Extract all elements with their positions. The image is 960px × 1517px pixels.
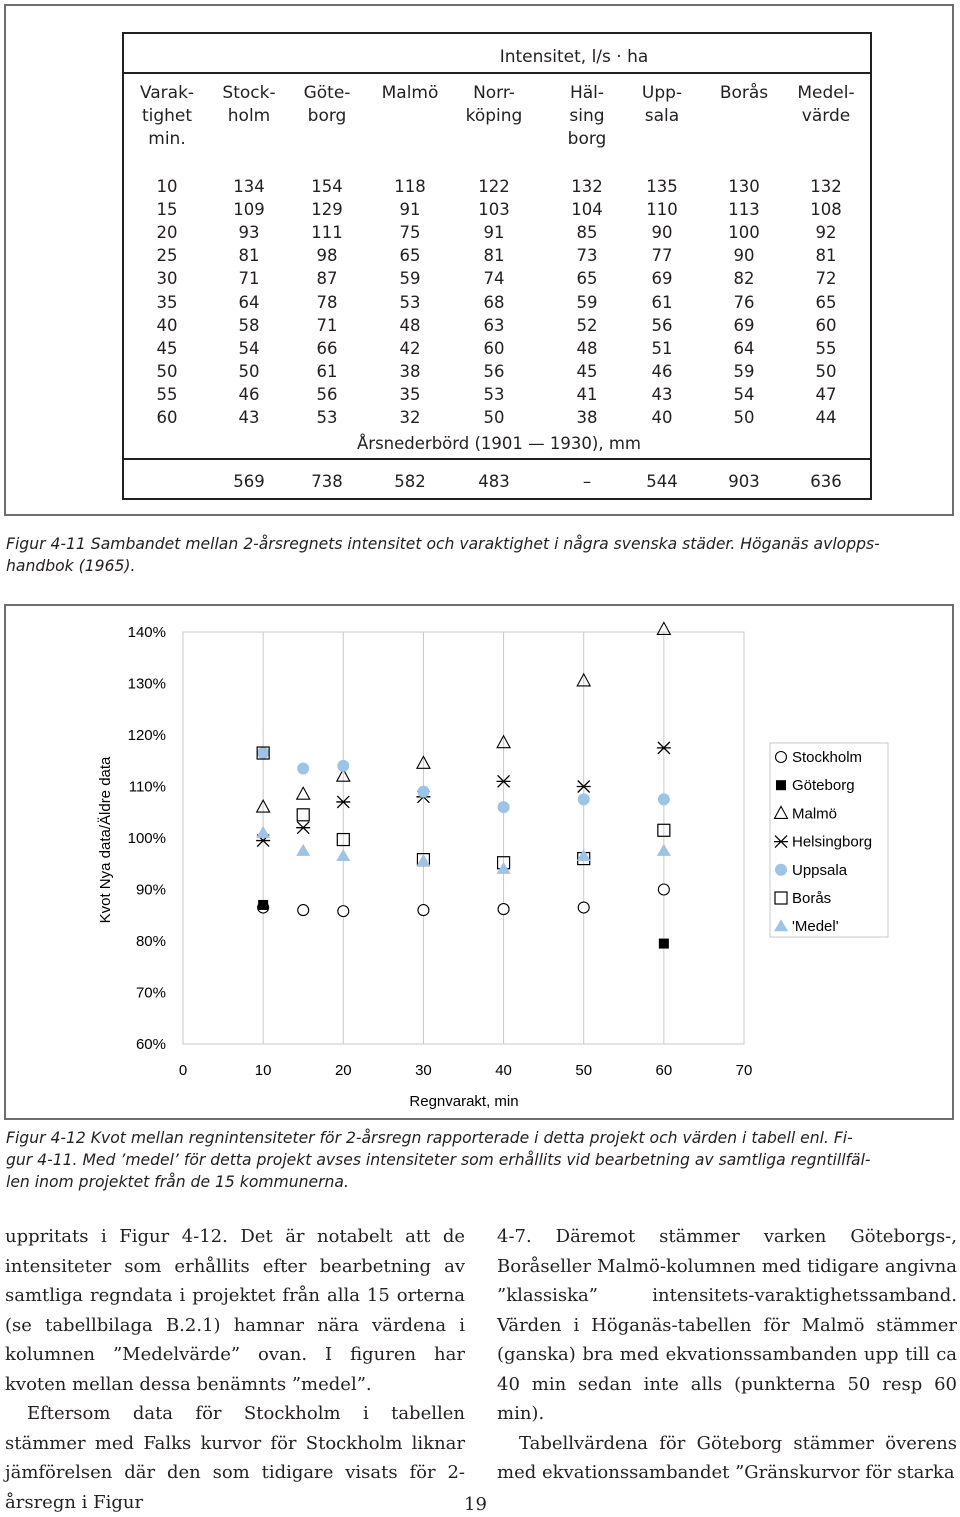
legend-marker <box>776 780 786 790</box>
page-number: 19 <box>464 1494 487 1515</box>
x-tick-label: 40 <box>495 1062 512 1079</box>
table-cell: 78 <box>316 292 338 312</box>
table-cell: 111 <box>311 223 343 243</box>
point-medel <box>657 844 671 856</box>
table-cell: 93 <box>238 223 260 243</box>
table-cell: 66 <box>316 338 338 358</box>
table-cell: 65 <box>399 246 421 266</box>
table-column-header: Norr- köping <box>465 83 523 126</box>
x-tick-label: 70 <box>735 1062 753 1079</box>
point-medel <box>416 854 430 866</box>
table-cell: 132 <box>571 177 603 196</box>
table-cell: 58 <box>238 315 260 335</box>
legend-label: Stockholm <box>792 749 863 766</box>
point-uppsala <box>417 786 429 798</box>
table-cell: 72 <box>815 269 837 289</box>
body-column-right <box>497 1222 957 1488</box>
table-cell: 32 <box>399 408 421 427</box>
table-cell: 129 <box>311 200 343 220</box>
table-cell: 63 <box>483 315 505 335</box>
y-tick-label: 70% <box>135 984 166 1002</box>
legend-marker <box>776 752 787 763</box>
table-cell: 54 <box>733 384 755 404</box>
table-cell: 61 <box>651 292 673 312</box>
table-cell: 50 <box>156 361 178 381</box>
figure-4-11-frame <box>4 4 954 516</box>
table-cell: 56 <box>316 384 338 404</box>
y-tick-label: 60% <box>135 1036 166 1053</box>
table-cell: 71 <box>316 315 338 335</box>
legend-label: Borås <box>792 890 832 907</box>
point-medel <box>497 862 511 874</box>
y-tick-label: 100% <box>127 830 166 847</box>
x-tick-label: 50 <box>575 1062 593 1079</box>
table-cell: 100 <box>728 223 760 243</box>
figure-4-12-frame <box>4 604 954 1120</box>
table-cell: 68 <box>483 292 505 312</box>
point-stockholm <box>498 904 509 915</box>
table-cell: 65 <box>576 269 598 289</box>
table-cell: 154 <box>311 177 343 196</box>
point-uppsala <box>658 793 670 805</box>
body-paragraph: 4-7. Däremot stämmer varken Göteborgs-, Boråseller Malmö-kolumnen med tidigare angivna ”klassiska” intensitets-varaktighetssamband. Värden i Höganäs-tabellen för Malmö stämmer (ganska) bra med ekvationssambanden upp till ca 40 min sedan inte alls (punkterna 50 resp 60 min). <box>497 1226 957 1424</box>
table-column-header: Malmö <box>381 83 439 103</box>
table-cell: 53 <box>399 292 421 312</box>
table-cell: 50 <box>238 361 260 381</box>
table-cell: 30 <box>156 269 178 289</box>
table-cell: 56 <box>651 315 673 335</box>
point-göteborg <box>659 939 669 949</box>
x-tick-label: 30 <box>415 1062 432 1079</box>
body-paragraph: Eftersom data för Stockholm i tabellen stämmer med Falks kurvor för Stockholm liknar jämförelsen där den som tidigare visats för 2-årsregn i Figur <box>5 1403 465 1513</box>
figure-4-11-caption: Figur 4-11 Sambandet mellan 2-årsregnets intensitet och varaktighet i några svenska städer. Höganäs avlopps- handbok (1965). <box>6 535 880 575</box>
point-stockholm <box>338 906 349 917</box>
y-tick-label: 130% <box>127 675 166 693</box>
y-axis-label: Kvot Nya data/Äldre data <box>97 756 114 924</box>
table-cell: 35 <box>399 384 421 404</box>
table-cell: 41 <box>576 384 598 404</box>
legend-label: Göteborg <box>792 777 855 795</box>
table-cell: 53 <box>483 384 505 404</box>
point-borås <box>297 809 309 821</box>
table-cell: 51 <box>651 338 673 358</box>
table-cell: 52 <box>576 315 598 335</box>
table-cell: 64 <box>733 338 755 358</box>
point-stockholm <box>658 884 669 895</box>
table-cell: 69 <box>733 315 755 335</box>
precip-label: Årsnederbörd (1901 — 1930), mm <box>357 434 641 453</box>
table-cell: 47 <box>815 384 837 404</box>
table-divider <box>124 72 870 74</box>
table-cell: 77 <box>651 246 673 266</box>
table-cell: 92 <box>815 223 837 243</box>
table-cell: 42 <box>399 338 421 358</box>
plot-area <box>183 632 744 1044</box>
point-medel <box>256 826 270 838</box>
table-cell: 73 <box>576 246 598 266</box>
table-cell: 75 <box>399 223 421 243</box>
table-cell: 46 <box>651 361 673 381</box>
table-column-header: Varak- tighet min. <box>139 83 195 149</box>
table-cell: 50 <box>483 408 505 427</box>
table-cell: 53 <box>316 408 338 427</box>
table-cell: 56 <box>483 361 505 381</box>
body-column-left <box>5 1222 465 1517</box>
table-cell: 118 <box>394 177 426 196</box>
table-divider <box>124 458 870 460</box>
table-cell: 10 <box>156 177 178 196</box>
table-cell: 60 <box>156 408 178 427</box>
x-tick-label: 60 <box>655 1062 673 1079</box>
table-cell: 109 <box>233 200 265 220</box>
table-cell: 40 <box>651 408 673 427</box>
point-malmö <box>297 787 310 799</box>
table-cell: 103 <box>478 200 510 220</box>
table-cell: 50 <box>815 361 837 381</box>
x-tick-label: 10 <box>254 1062 272 1079</box>
table-cell: 69 <box>651 269 673 289</box>
table-cell: 91 <box>483 223 505 243</box>
table-cell: 81 <box>815 246 837 266</box>
table-cell: 64 <box>238 292 260 312</box>
table-cell: 25 <box>156 246 178 266</box>
figure-4-12-caption: Figur 4-12 Kvot mellan regnintensiteter för 2-årsregn rapporterade i detta projekt och värden i tabell enl. Fi- gur 4-11. Med ’medel’ för detta projekt avses intensiteter som erhållits vid bearbetning av samtliga regntillfäl- len inom projektet från de 15 kommunerna. <box>6 1129 871 1191</box>
table-cell: 43 <box>651 384 673 404</box>
table-cell: 55 <box>156 384 178 404</box>
table-cell: 20 <box>156 223 178 243</box>
table-cell: 40 <box>156 315 178 335</box>
precip-value: 738 <box>311 472 343 491</box>
table-cell: 82 <box>733 269 755 289</box>
table-cell: 59 <box>733 361 755 381</box>
table-cell: 108 <box>810 200 842 220</box>
point-uppsala <box>498 801 510 813</box>
table-cell: 38 <box>576 408 598 427</box>
table-cell: 85 <box>576 223 598 243</box>
table-cell: 48 <box>576 338 598 358</box>
point-medel <box>336 849 350 861</box>
table-cell: 35 <box>156 292 178 312</box>
table-cell: 76 <box>733 292 755 312</box>
table-cell: 113 <box>728 200 760 220</box>
table-cell: 130 <box>728 177 760 196</box>
table-cell: 87 <box>316 269 338 289</box>
point-helsingborg <box>296 822 310 834</box>
table-column-header: Medel- värde <box>797 83 855 126</box>
body-paragraph: Tabellvärdena för Göteborg stämmer överens med ekvationssambandet ”Gränskurvor för starka <box>497 1432 957 1483</box>
point-uppsala <box>578 793 590 805</box>
table-column-header: Borås <box>719 83 769 103</box>
precip-value: 569 <box>233 472 265 491</box>
table-cell: 74 <box>483 269 505 289</box>
x-tick-label: 0 <box>178 1062 188 1079</box>
table-cell: 61 <box>316 361 338 381</box>
legend-label: Uppsala <box>792 861 848 879</box>
table-cell: 134 <box>233 177 265 196</box>
table-cell: 45 <box>156 338 178 358</box>
table-cell: 59 <box>576 292 598 312</box>
y-tick-label: 80% <box>135 933 166 950</box>
table-cell: 135 <box>646 177 678 196</box>
table-cell: 81 <box>483 246 505 266</box>
point-göteborg <box>258 900 268 910</box>
point-stockholm <box>578 902 589 913</box>
table-cell: 71 <box>238 269 260 289</box>
table-cell: 15 <box>156 200 178 220</box>
table-cell: 60 <box>815 315 837 335</box>
legend-label: 'Medel' <box>792 918 839 936</box>
table-cell: 132 <box>810 177 842 196</box>
table-cell: 81 <box>238 246 260 266</box>
point-medel <box>296 844 310 856</box>
table-cell: 44 <box>815 408 837 427</box>
table-cell: 50 <box>733 408 755 427</box>
table-cell: 98 <box>316 246 338 266</box>
table-cell: 43 <box>238 408 260 427</box>
y-tick-label: 90% <box>135 881 166 899</box>
point-uppsala <box>257 747 269 759</box>
point-stockholm <box>298 905 309 916</box>
table-group-header: Intensitet, l/s · ha <box>499 47 649 67</box>
x-tick-label: 20 <box>334 1062 352 1079</box>
table-cell: 48 <box>399 315 421 335</box>
point-uppsala <box>297 762 309 774</box>
body-paragraph: uppritats i Figur 4-12. Det är notabelt att de intensiteter som erhållits efter bearbetning av samtliga regndata i projektet från alla 15 orterna (se tabellbilaga B.2.1) hamnar nära värdena i kolumnen ”Medelvärde” ovan. I figuren har kvoten mellan dessa benämnts ”medel”. <box>5 1226 465 1395</box>
table-cell: 122 <box>478 177 510 196</box>
y-tick-label: 140% <box>127 624 166 641</box>
table-cell: 46 <box>238 384 260 404</box>
legend-label: Malmö <box>792 805 838 823</box>
table-cell: 91 <box>399 200 421 220</box>
x-axis-label: Regnvarakt, min <box>409 1093 519 1110</box>
table-cell: 65 <box>815 292 837 312</box>
precip-value: 544 <box>646 472 678 491</box>
table-column-header: Göte- borg <box>303 83 351 126</box>
table-cell: 45 <box>576 361 598 381</box>
point-uppsala <box>337 760 349 772</box>
precip-value: 582 <box>394 472 426 491</box>
table-cell: 110 <box>646 200 678 220</box>
legend-marker <box>775 864 787 876</box>
legend-label: Helsingborg <box>792 833 873 851</box>
point-medel <box>577 849 591 861</box>
table-cell: 55 <box>815 338 837 358</box>
ratio-scatter-chart <box>6 606 952 1118</box>
precip-value: 636 <box>810 472 842 491</box>
table-cell: 104 <box>571 200 603 220</box>
table-cell: 59 <box>399 269 421 289</box>
point-stockholm <box>418 905 429 916</box>
precip-value: 483 <box>478 472 510 491</box>
table-cell: 38 <box>399 361 421 381</box>
table-cell: 90 <box>733 246 755 266</box>
precip-value: – <box>582 472 592 491</box>
table-column-header: Upp- sala <box>641 83 683 126</box>
table-cell: 90 <box>651 223 673 243</box>
precip-value: 903 <box>728 472 760 491</box>
y-tick-label: 120% <box>127 727 166 744</box>
table-column-header: Häl- sing borg <box>567 83 607 149</box>
table-cell: 60 <box>483 338 505 358</box>
table-cell: 54 <box>238 338 260 358</box>
intensity-duration-table <box>122 32 872 500</box>
y-tick-label: 110% <box>128 778 166 796</box>
table-column-header: Stock- holm <box>222 83 276 126</box>
